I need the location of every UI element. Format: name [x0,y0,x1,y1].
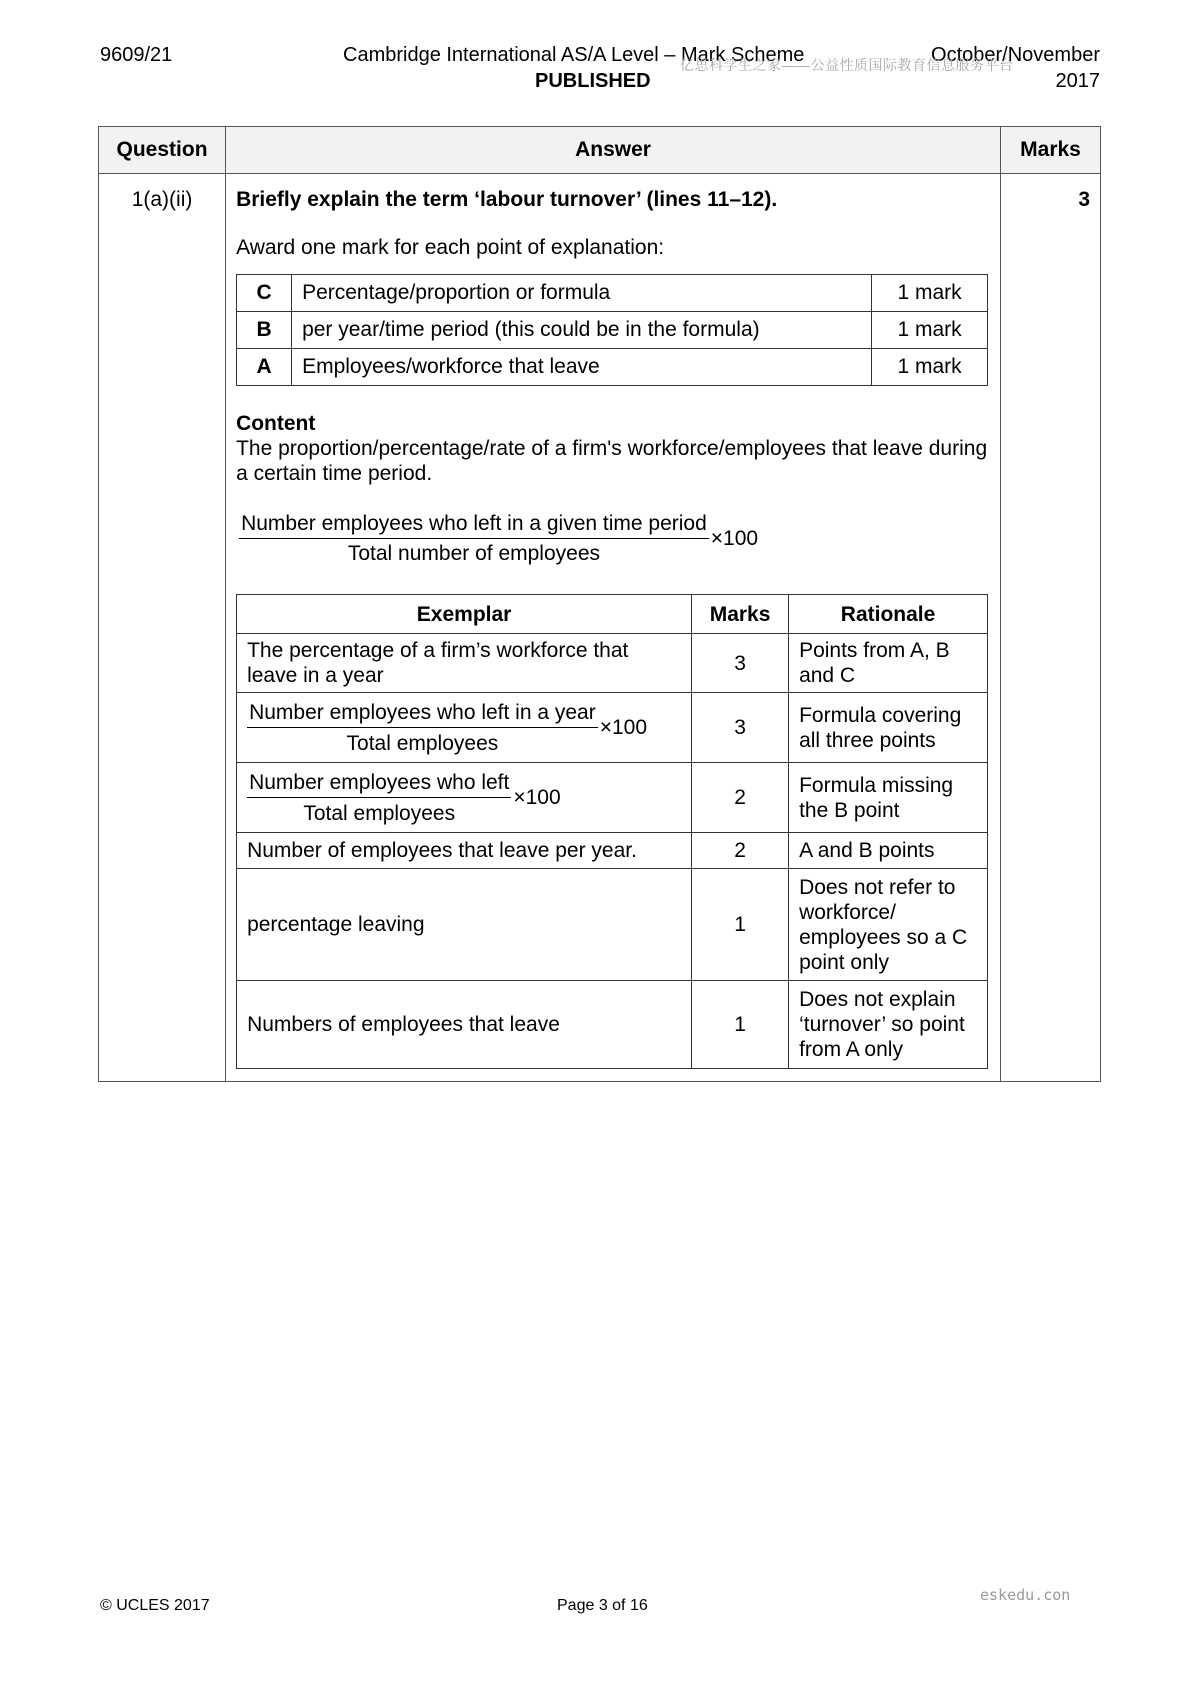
turnover-formula [239,512,758,566]
exemplar-row [237,833,988,869]
point-text: per year/time period (this could be in the formula) [292,312,872,349]
exemplar-rationale: Formula covering all three points [789,693,988,763]
award-instruction: Award one mark for each point of explanation: [236,236,665,259]
watermark-text: 亿思科学生之家——公益性质国际教育信息服务平台 [680,57,1014,73]
point-row [237,349,988,386]
exemplar-formula [247,700,647,756]
marks-header: Marks [1001,127,1101,174]
formula-multiplier: ×100 [710,527,759,550]
point-mark: 1 mark [872,349,988,386]
exemplar-header-row [237,595,988,634]
exemplar-row [237,634,988,693]
exam-year: 2017 [1055,70,1100,92]
mark-scheme-table [98,126,1101,1082]
exemplar-rationale: Points from A, B and C [789,634,988,693]
answer-cell [226,174,1001,1082]
exemplar-rationale: A and B points [789,833,988,869]
exemplar-formula [247,770,561,826]
exemplar-row [237,869,988,981]
exemplar-marks-header: Marks [692,595,789,634]
question-text: Briefly explain the term ‘labour turnover’ (lines 11–12). [236,188,778,211]
exemplar-marks: 3 [692,634,789,693]
exemplar-header: Exemplar [237,595,692,634]
formula-numerator: Number employees who left [247,770,511,798]
formula-fraction [247,700,598,756]
point-mark: 1 mark [872,275,988,312]
formula-denominator: Total employees [346,731,499,755]
point-row [237,312,988,349]
question-row [99,174,1101,1082]
exemplar-row [237,763,988,833]
points-table [236,274,988,386]
published-label: PUBLISHED [535,70,651,92]
content-heading: Content [236,412,316,435]
exemplar-marks: 1 [692,869,789,981]
question-header: Question [99,127,226,174]
point-letter: C [237,275,292,312]
copyright: © UCLES 2017 [100,1597,210,1614]
exemplar-rationale: Formula missing the B point [789,763,988,833]
formula-multiplier: ×100 [599,716,648,739]
point-mark: 1 mark [872,312,988,349]
exemplar-formula-cell [237,693,692,763]
content-text: The proportion/percentage/rate of a firm's workforce/employees that leave during a certain time period. [236,437,988,485]
exemplar-text: Numbers of employees that leave [237,981,692,1069]
formula-denominator: Total employees [303,801,456,825]
document-title: Cambridge International AS/A Level – Mark Scheme [343,44,805,66]
table-header-row [99,127,1101,174]
formula-numerator: Number employees who left in a year [247,700,598,728]
exemplar-text: Number of employees that leave per year. [237,833,692,869]
exemplar-marks: 2 [692,763,789,833]
point-row [237,275,988,312]
formula-denominator: Total number of employees [347,542,600,565]
formula-fraction [239,512,709,566]
page-number: Page 3 of 16 [557,1597,648,1614]
footer-watermark: eskedu.con [980,1586,1071,1604]
exemplar-marks: 1 [692,981,789,1069]
exemplar-marks: 2 [692,833,789,869]
exam-session: October/November [931,44,1100,66]
paper-code: 9609/21 [100,44,173,66]
formula-numerator: Number employees who left in a given time period [239,512,709,539]
point-letter: B [237,312,292,349]
exemplar-row [237,981,988,1069]
point-letter: A [237,349,292,386]
answer-header: Answer [226,127,1001,174]
exemplar-rationale: Does not explain ‘turnover’ so point from A only [789,981,988,1069]
formula-multiplier: ×100 [513,786,561,809]
exemplar-table [236,594,988,1069]
formula-fraction [247,770,511,826]
rationale-header: Rationale [789,595,988,634]
exemplar-marks: 3 [692,693,789,763]
exemplar-row [237,693,988,763]
exemplar-text: percentage leaving [237,869,692,981]
question-marks: 3 [1001,174,1101,1082]
point-text: Percentage/proportion or formula [292,275,872,312]
exemplar-rationale: Does not refer to workforce/ employees so a C point only [789,869,988,981]
question-number: 1(a)(ii) [99,174,226,1082]
exemplar-text: The percentage of a firm’s workforce that leave in a year [237,634,692,693]
point-text: Employees/workforce that leave [292,349,872,386]
exemplar-formula-cell [237,763,692,833]
